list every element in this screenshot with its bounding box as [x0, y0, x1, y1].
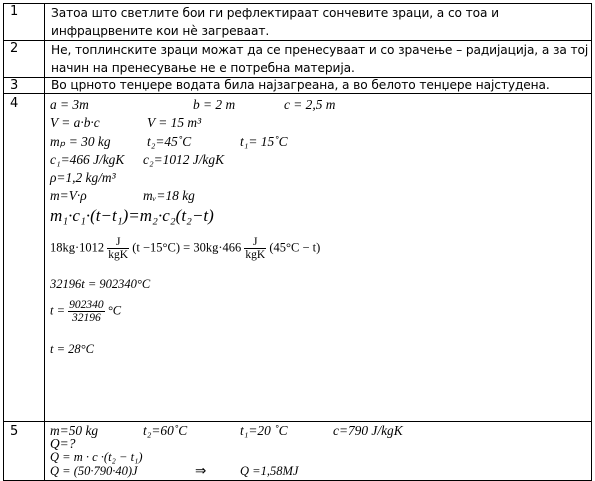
- heat-capacity-1: c₁=466 J/kgK: [50, 152, 125, 167]
- table-row: [4, 422, 592, 481]
- answer-text: Не, топлинските зраци можат да се пренесуваат и со зрачење – радијација, а за тој начин на пренесување не е потребна материја.: [45, 41, 592, 78]
- eq-right: (45°C − t): [269, 240, 321, 255]
- temp-1: t₁= 15˚C: [240, 134, 288, 149]
- frac-den: kgK: [245, 249, 266, 261]
- row-number: 4: [4, 94, 45, 422]
- t-unit: °C: [107, 303, 122, 318]
- substituted-equation: [50, 236, 320, 261]
- given-c: c = 2,5 m: [284, 97, 336, 112]
- water-mass: mᵥ=18 kg: [143, 188, 195, 203]
- row-number: 3: [4, 78, 45, 94]
- given-b: b = 2 m: [193, 97, 236, 112]
- unit-fraction: [244, 236, 266, 261]
- frac-den: 32196: [72, 312, 101, 324]
- mass-value: mₚ = 30 kg: [50, 134, 111, 149]
- value-fraction: [68, 299, 105, 324]
- frac-num: 902340: [69, 299, 104, 311]
- mass-formula: m=V·ρ: [50, 188, 87, 203]
- answer-text: Затоа што светлите бои ги рефлектираат сончевите зраци, а со тоа и инфрацрвените кои нè загреваат.: [45, 4, 592, 41]
- frac-den: kgK: [108, 249, 129, 261]
- temp-2: t₂=45˚C: [147, 134, 192, 149]
- eq-left: 18kg·1012: [50, 240, 105, 255]
- given-a: a = 3m: [50, 97, 89, 112]
- table-row: [4, 4, 592, 41]
- table-row: [4, 41, 592, 78]
- given-t2: t₂=60˚C: [143, 423, 188, 438]
- heat-answer: Q =1,58MJ: [240, 464, 299, 478]
- density: ρ=1,2 kg/m³: [50, 170, 116, 185]
- heat-calculation: Q = (50·790·40)J: [50, 464, 138, 478]
- frac-num: J: [244, 236, 266, 249]
- solutions-table: [3, 3, 592, 481]
- implies-arrow: ⇒: [195, 463, 207, 478]
- volume-value: V = 15 m³: [147, 115, 202, 130]
- given-t1: t₁=20 ˚C: [240, 423, 288, 438]
- row-number: 1: [4, 4, 45, 41]
- final-temperature: t = 28°C: [50, 342, 94, 356]
- heat-capacity-2: c₂=1012 J/kgK: [143, 152, 224, 167]
- unit-fraction: [107, 236, 129, 261]
- frac-num: J: [107, 236, 129, 249]
- given-mass: m=50 kg: [50, 423, 99, 438]
- given-c: c=790 J/kgK: [333, 423, 403, 438]
- unknown: Q=?: [50, 436, 76, 451]
- table-row: [4, 94, 592, 422]
- volume-formula: V = a·b·c: [50, 115, 100, 130]
- solution-cell: [45, 422, 592, 481]
- row-number: 2: [4, 41, 45, 78]
- t-fraction: [50, 299, 121, 324]
- linear-equation: 32196t = 902340°C: [50, 277, 151, 291]
- t-lhs: t =: [50, 303, 66, 318]
- eq-mid: (t −15°C) = 30kg·466: [132, 240, 242, 255]
- answer-text: Во црното тенџере водата била најзагреана, а во белото тенџере најстудена.: [45, 78, 592, 94]
- row-number: 5: [4, 422, 45, 481]
- solution-cell: [45, 94, 592, 422]
- heat-formula: Q = m · c ·(t₂ − t₁): [50, 450, 143, 464]
- table-row: [4, 78, 592, 94]
- heat-balance-equation: m₁·c₁·(t−t₁)=m₂·c₂(t₂−t): [50, 206, 214, 225]
